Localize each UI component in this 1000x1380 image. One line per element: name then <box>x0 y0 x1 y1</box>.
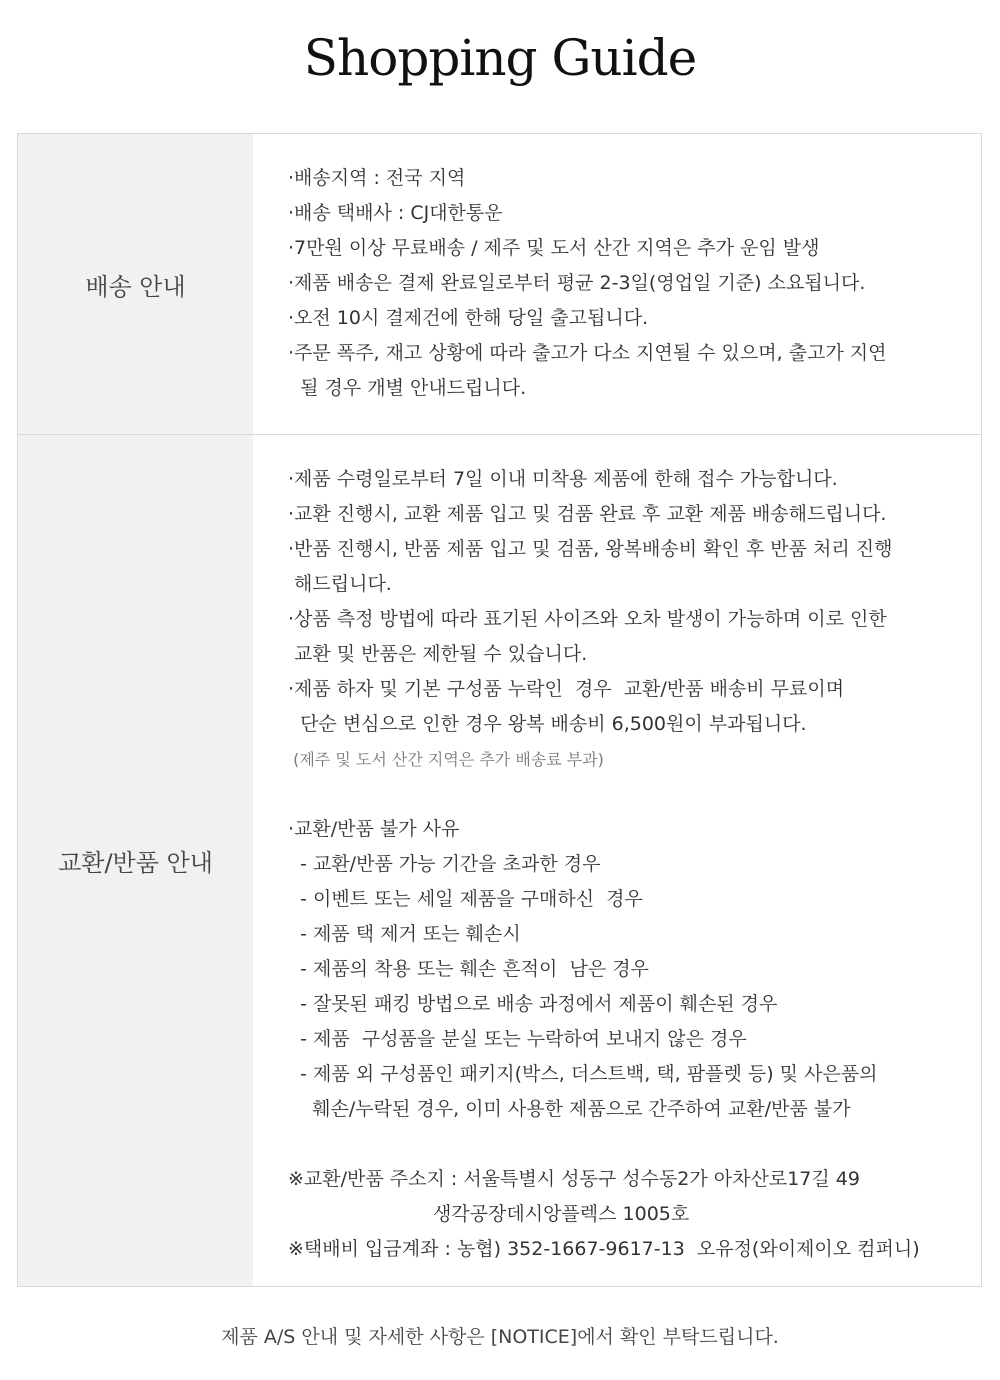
return-address: ※교환/반품 주소지 : 서울특별시 성동구 성수동2가 아차산로17길 49 <box>288 1168 860 1190</box>
no-return-item: - 교환/반품 가능 기간을 초과한 경우 <box>288 853 601 875</box>
exchange-return-section <box>18 434 981 1286</box>
shipping-section-label: 배송 안내 <box>18 134 253 434</box>
exchange-info-line: 단순 변심으로 인한 경우 왕복 배송비 6,500원이 부과됩니다. <box>288 713 807 735</box>
shipping-info-line: ·7만원 이상 무료배송 / 제주 및 도서 산간 지역은 추가 운임 발생 <box>288 237 820 259</box>
spacer <box>288 777 981 812</box>
shipping-info-line: ·배송지역 : 전국 지역 <box>288 167 466 189</box>
shipping-info-line: 될 경우 개별 안내드립니다. <box>288 377 527 399</box>
page-title: Shopping Guide <box>303 29 697 87</box>
shipping-section-body <box>253 134 981 434</box>
exchange-info-line: ·교환 진행시, 교환 제품 입고 및 검품 완료 후 교환 제품 배송해드립니다. <box>288 503 887 525</box>
no-return-item: - 제품 택 제거 또는 훼손시 <box>288 923 521 945</box>
no-return-item: - 이벤트 또는 세일 제품을 구매하신 경우 <box>288 888 643 910</box>
no-return-item: - 제품 구성품을 분실 또는 누락하여 보내지 않은 경우 <box>288 1028 747 1050</box>
no-return-item: - 잘못된 패킹 방법으로 배송 과정에서 제품이 훼손된 경우 <box>288 993 778 1015</box>
exchange-return-section-label: 교환/반품 안내 <box>18 435 253 1286</box>
shipping-fee-account: ※택배비 입금계좌 : 농협) 352-1667-9617-13 오유정(와이제이오 컴퍼니) <box>288 1238 920 1260</box>
exchange-info-line: ·제품 수령일로부터 7일 이내 미착용 제품에 한해 접수 가능합니다. <box>288 468 838 490</box>
no-return-title: ·교환/반품 불가 사유 <box>288 818 460 840</box>
spacer <box>288 1127 981 1162</box>
return-address-detail: 생각공장데시앙플렉스 1005호 <box>288 1203 690 1225</box>
exchange-info-line: ·상품 측정 방법에 따라 표기된 사이즈와 오차 발생이 가능하며 이로 인한 <box>288 608 887 630</box>
exchange-info-line: 교환 및 반품은 제한될 수 있습니다. <box>288 643 588 665</box>
shipping-info-line: ·제품 배송은 결제 완료일로부터 평균 2-3일(영업일 기준) 소요됩니다. <box>288 272 866 294</box>
exchange-info-line: ·제품 하자 및 기본 구성품 누락인 경우 교환/반품 배송비 무료이며 <box>288 678 845 700</box>
island-shipping-note: (제주 및 도서 산간 지역은 추가 배송료 부과) <box>288 750 604 769</box>
exchange-info-line: 해드립니다. <box>288 573 392 595</box>
shipping-info-line: ·배송 택배사 : CJ대한통운 <box>288 202 503 224</box>
no-return-item: - 제품 외 구성품인 패키지(박스, 더스트백, 택, 팜플렛 등) 및 사은품의 <box>288 1063 878 1085</box>
shopping-guide-table <box>17 133 982 1287</box>
exchange-info-line: ·반품 진행시, 반품 제품 입고 및 검품, 왕복배송비 확인 후 반품 처리 진행 <box>288 538 893 560</box>
shipping-section <box>18 134 981 434</box>
footer-notice: 제품 A/S 안내 및 자세한 사항은 [NOTICE]에서 확인 부탁드립니다. <box>221 1326 779 1348</box>
exchange-return-section-body <box>253 435 981 1286</box>
no-return-item: 훼손/누락된 경우, 이미 사용한 제품으로 간주하여 교환/반품 불가 <box>288 1098 851 1120</box>
no-return-item: - 제품의 착용 또는 훼손 흔적이 남은 경우 <box>288 958 649 980</box>
shipping-info-line: ·주문 폭주, 재고 상황에 따라 출고가 다소 지연될 수 있으며, 출고가 지연 <box>288 342 887 364</box>
shipping-info-line: ·오전 10시 결제건에 한해 당일 출고됩니다. <box>288 307 649 329</box>
